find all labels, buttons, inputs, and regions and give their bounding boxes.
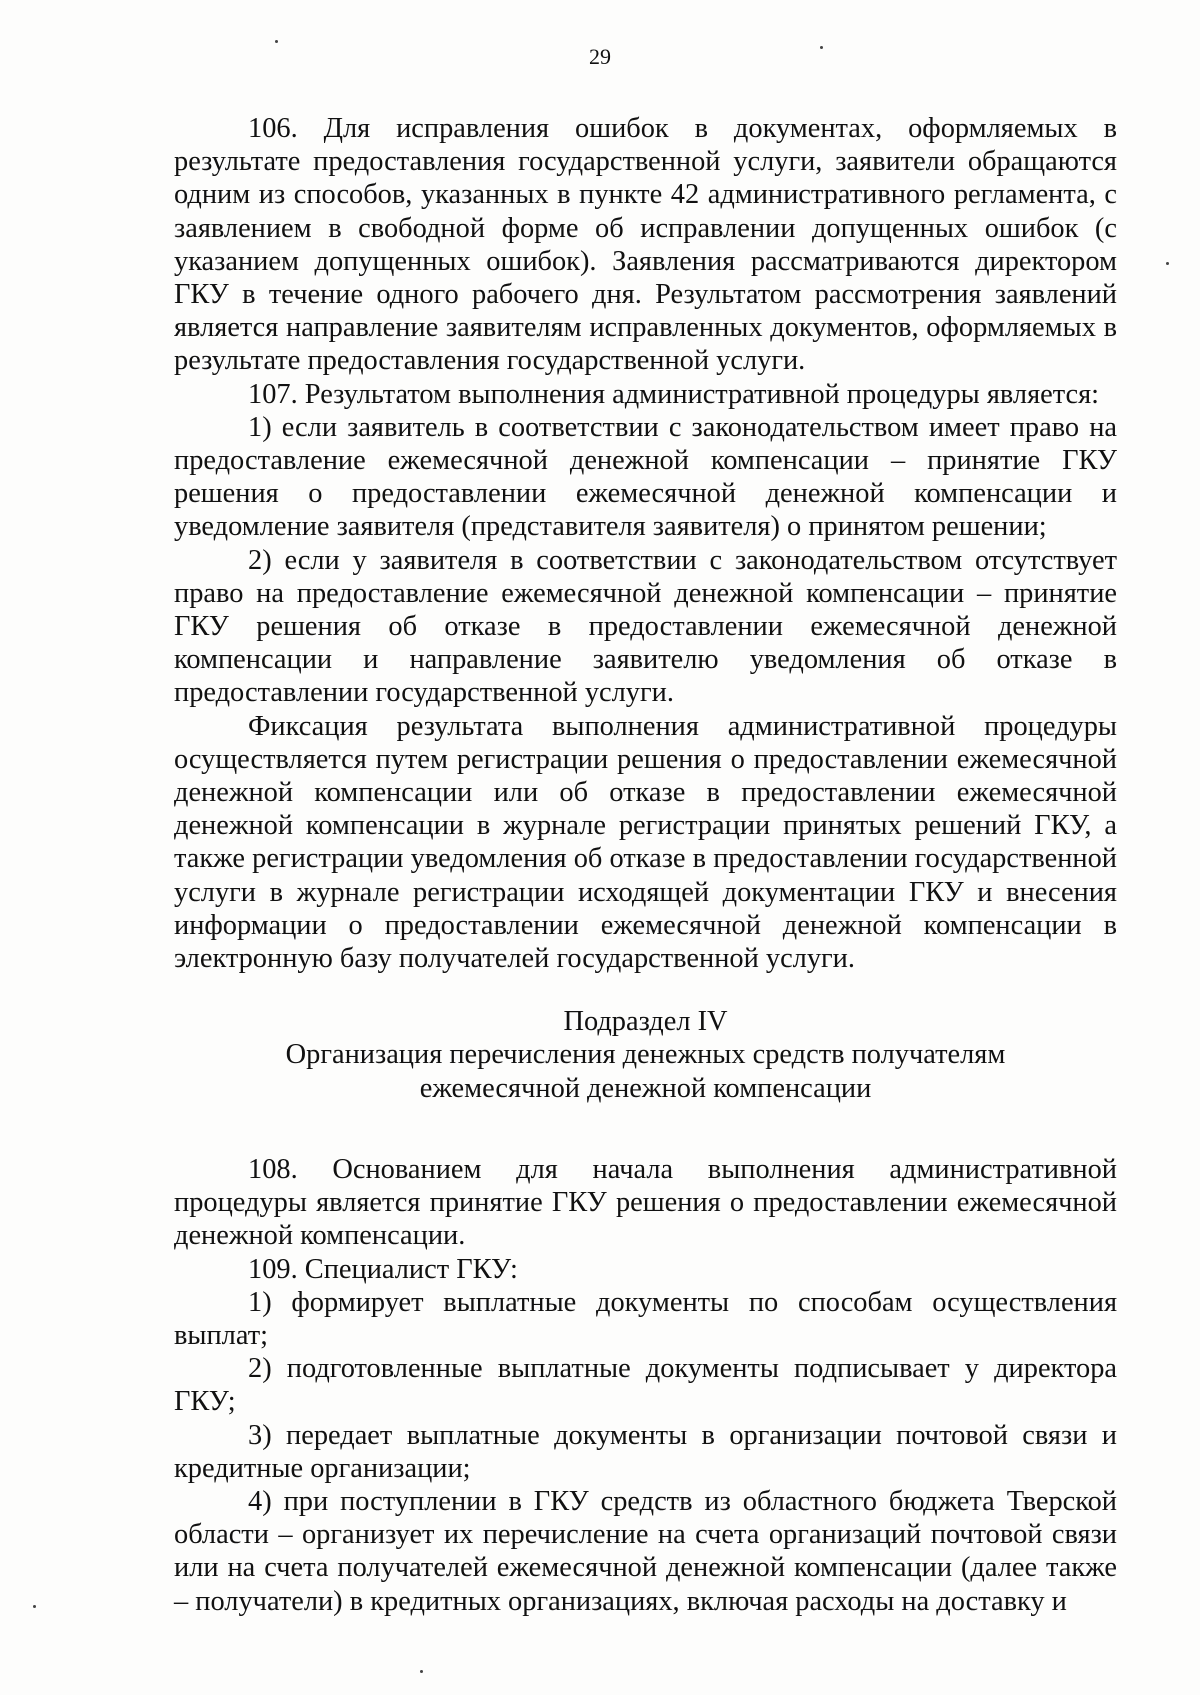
paragraph-109-item-4: 4) при поступлении в ГКУ средств из областного бюджета Тверской области – организует их перечисление на счета организаций почтовой связи или на счета получателей ежемесячной денежной компенсации (далее также – получатели) в кредитных организациях, включая расходы на доставку и (174, 1485, 1117, 1617)
scan-speck (33, 1605, 36, 1608)
scan-speck (420, 1670, 423, 1673)
document-body (174, 112, 1117, 1618)
paragraph-107: 107. Результатом выполнения административной процедуры является: (248, 378, 1100, 410)
scan-speck (275, 40, 278, 43)
paragraph-108: 108. Основанием для начала выполнения административной процедуры является принятие ГКУ решения о предоставлении ежемесячной денежной компенсации. (174, 1153, 1117, 1252)
paragraph-fixation: Фиксация результата выполнения административной процедуры осуществляется путем регистрации решения о предоставлении ежемесячной денежной компенсации или об отказе в предоставлении ежемесячной денежной компенсации в журнале регистрации принятых решений ГКУ, а также регистрации уведомления об отказе в предоставлении государственной услуги в журнале регистрации исходящей документации ГКУ и внесения информации о предоставлении ежемесячной денежной компенсации в электронную базу получателей государственной услуги. (174, 710, 1117, 975)
paragraph-107-item-1: 1) если заявитель в соответствии с законодательством имеет право на предоставление ежемесячной денежной компенсации – принятие ГКУ решения о предоставлении ежемесячной денежной компенсации и уведомление заявителя (представителя заявителя) о принятом решении; (174, 411, 1117, 543)
paragraph-109: 109. Специалист ГКУ: (248, 1253, 518, 1285)
paragraph-107-item-2: 2) если у заявителя в соответствии с законодательством отсутствует право на предоставление ежемесячной денежной компенсации – принятие ГКУ решения об отказе в предоставлении ежемесячной денежной компенсации и направление заявителю уведомления об отказе в предоставлении государственной услуги. (174, 544, 1117, 709)
subsection-label: Подраздел IV (563, 1006, 728, 1038)
paragraph-109-item-3: 3) передает выплатные документы в организации почтовой связи и кредитные организации; (174, 1419, 1117, 1484)
page-number: 29 (589, 44, 611, 69)
spacer (174, 1105, 1117, 1153)
paragraph-106: 106. Для исправления ошибок в документах, оформляемых в результате предоставления государственной услуги, заявители обращаются одним из способов, указанных в пункте 42 административного регламента, с заявлением в свободной форме об исправлении допущенных ошибок (с указанием допущенных ошибок). Заявления рассматриваются директором ГКУ в течение одного рабочего дня. Результатом рассмотрения заявлений является направление заявителям исправленных документов, оформляемых в результате предоставления государственной услуги. (174, 113, 1117, 377)
subsection-title-line-2: ежемесячной денежной компенсации (419, 1072, 872, 1104)
paragraph-109-item-2: 2) подготовленные выплатные документы подписывает у директора ГКУ; (174, 1353, 1117, 1418)
scan-speck (820, 46, 823, 49)
spacer (174, 975, 1117, 1005)
scan-speck (1166, 262, 1169, 265)
subsection-title-line-1: Организация перечисления денежных средств получателям (285, 1039, 1006, 1071)
paragraph-109-item-1: 1) формирует выплатные документы по способам осуществления выплат; (174, 1286, 1117, 1351)
